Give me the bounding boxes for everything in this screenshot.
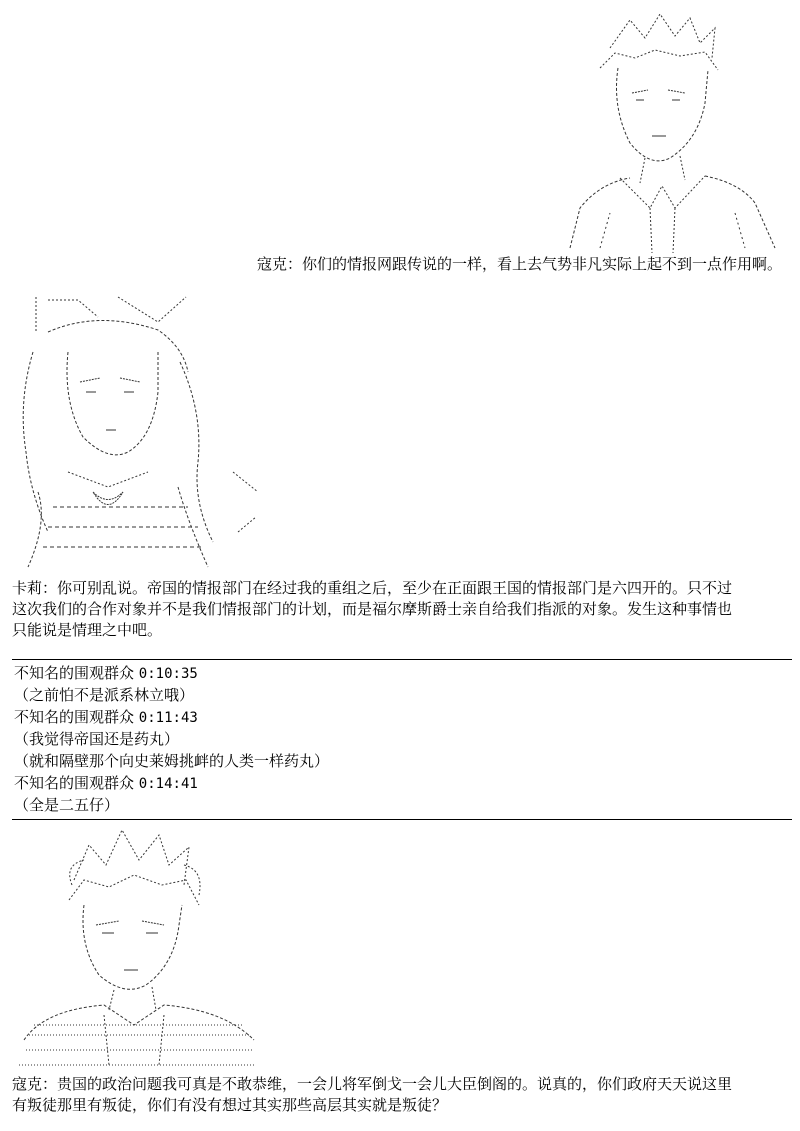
comment-time: 0:14:41	[138, 776, 198, 792]
panel3-dialogue	[12, 1074, 792, 1116]
comments-bottom-divider	[12, 819, 792, 820]
comment-header	[14, 706, 198, 729]
comment-time: 0:10:35	[138, 666, 198, 682]
panel2-line: 这次我们的合作对象并不是我们情报部门的计划，而是福尔摩斯爵士亲自给我们指派的对象。发生这种事情也	[12, 600, 733, 618]
comment-time: 0:11:43	[138, 710, 198, 726]
comment-text: （之前怕不是派系林立哦）	[14, 686, 195, 704]
panel2-dialogue	[12, 578, 792, 641]
comment-text: （我觉得帝国还是药丸）	[14, 730, 180, 748]
comment-user: 不知名的围观群众	[14, 774, 135, 792]
character-art-kirk-bottom	[14, 825, 264, 1070]
comment-text: （全是二五仔）	[14, 796, 120, 814]
comments-top-divider	[12, 659, 792, 660]
panel3-line: 有叛徒那里有叛徒，你们有没有想过其实那些高层其实就是叛徒？	[12, 1096, 448, 1114]
comment-user: 不知名的围观群众	[14, 708, 135, 726]
comment-text: （就和隔壁那个向史莱姆挑衅的人类一样药丸）	[14, 752, 330, 770]
comment-header	[14, 772, 198, 795]
panel1-caption: 寇克：你们的情报网跟传说的一样，看上去气势非凡实际上起不到一点作用啊。	[256, 255, 782, 273]
panel3-line: 寇克：贵国的政治问题我可真是不敢恭维，一会儿将军倒戈一会儿大臣倒阁的。说真的，你们政府天天说这里	[12, 1075, 733, 1093]
panel2-line: 只能说是情理之中吧。	[12, 621, 163, 639]
comment-header	[14, 662, 198, 685]
comment-user: 不知名的围观群众	[14, 664, 135, 682]
character-art-carrie	[8, 292, 270, 572]
panel2-line: 卡莉：你可别乱说。帝国的情报部门在经过我的重组之后，至少在正面跟王国的情报部门是六四开的。只不过	[12, 579, 733, 597]
character-art-kirk-top	[540, 8, 785, 258]
